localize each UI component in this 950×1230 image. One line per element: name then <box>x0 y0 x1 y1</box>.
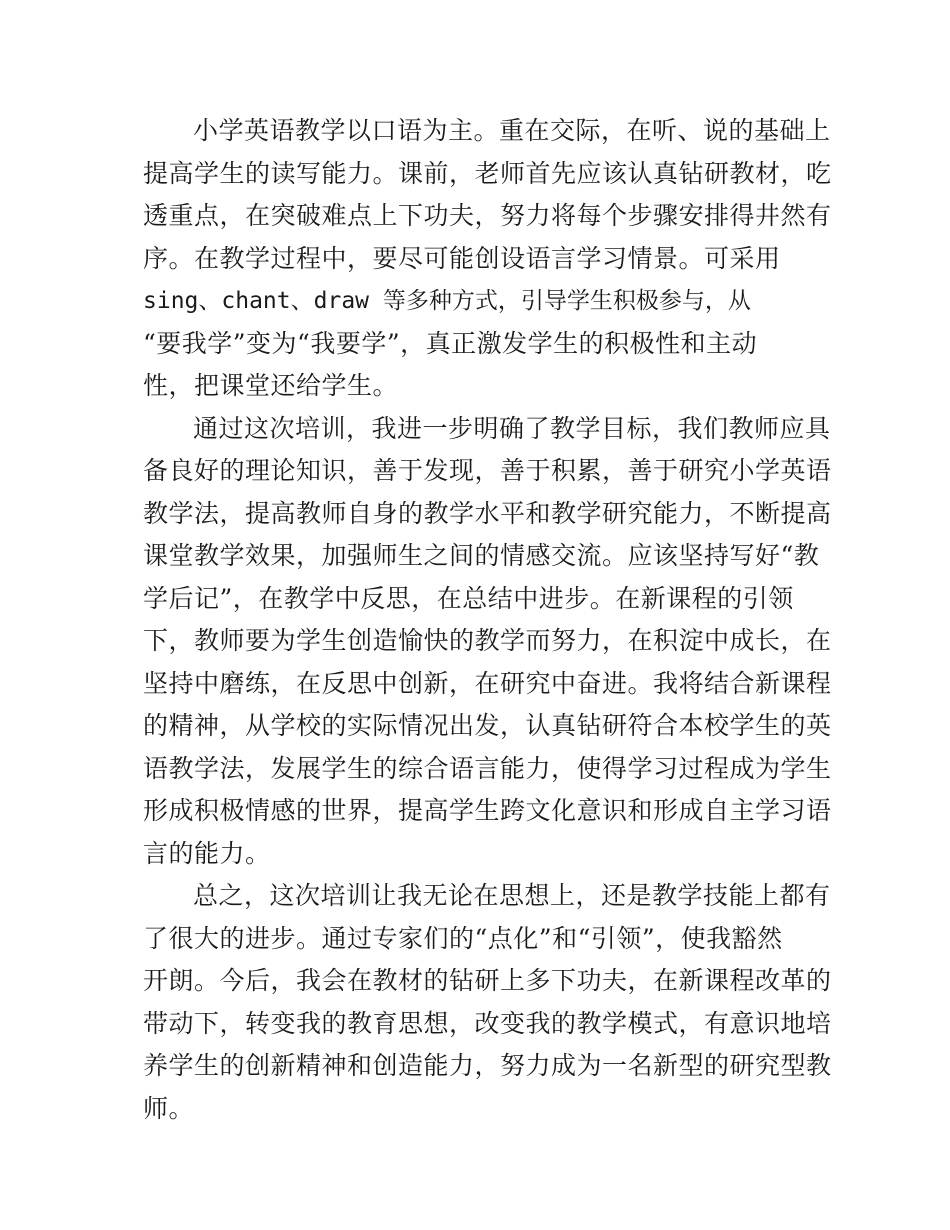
paragraph-line: 坚持中磨练，在反思中创新，在研究中奋进。我将结合新课程 <box>143 668 832 698</box>
paragraph-line: 通过这次培训，我进一步明确了教学目标，我们教师应具 <box>193 413 831 443</box>
paragraph-line: 了很大的进步。通过专家们的“点化”和“引领”，使我豁然 <box>143 923 783 953</box>
paragraph-line: 提高学生的读写能力。课前，老师首先应该认真钻研教材，吃 <box>143 158 832 188</box>
paragraph-1 <box>143 110 832 408</box>
paragraph-line: 课堂教学效果，加强师生之间的情感交流。应该坚持写好“教 <box>143 541 820 570</box>
paragraph-line: “要我学”变为“我要学”，真正激发学生的积极性和主动 <box>143 328 758 358</box>
paragraph-line: 小学英语教学以口语为主。重在交际，在听、说的基础上 <box>193 116 831 145</box>
paragraph-line: 言的能力。 <box>143 838 271 868</box>
paragraph-line: 形成积极情感的世界，提高学生跨文化意识和形成自主学习语 <box>143 796 832 825</box>
paragraph-line: 下，教师要为学生创造愉快的教学而努力，在积淀中成长，在 <box>143 626 832 655</box>
paragraph-line: 语教学法，发展学生的综合语言能力，使得学习过程成为学生 <box>143 753 832 783</box>
paragraph-line: 性，把课堂还给学生。 <box>143 371 399 400</box>
paragraph-2 <box>143 408 832 876</box>
paragraph-line: 开朗。今后，我会在教材的钻研上多下功夫，在新课程改革的 <box>143 966 832 995</box>
paragraph-line: 透重点，在突破难点上下功夫，努力将每个步骤安排得井然有 <box>143 201 832 230</box>
document-body <box>143 110 832 1130</box>
paragraph-line: sing、chant、draw 等多种方式，引导学生积极参与，从 <box>143 288 751 314</box>
paragraph-line: 师。 <box>143 1093 195 1123</box>
paragraph-line: 总之，这次培训让我无论在思想上，还是教学技能上都有 <box>193 881 831 910</box>
paragraph-line: 序。在教学过程中，要尽可能创设语言学习情景。可采用 <box>143 243 781 273</box>
paragraph-line: 养学生的创新精神和创造能力，努力成为一名新型的研究型教 <box>143 1051 832 1080</box>
paragraph-line: 教学法，提高教师自身的教学水平和教学研究能力，不断提高 <box>143 498 832 528</box>
paragraph-line: 的精神，从学校的实际情况出发，认真钻研符合本校学生的英 <box>143 711 832 740</box>
paragraph-line: 学后记”，在教学中反思，在总结中进步。在新课程的引领 <box>143 583 794 613</box>
paragraph-line: 备良好的理论知识，善于发现，善于积累，善于研究小学英语 <box>143 456 832 485</box>
paragraph-3 <box>143 875 832 1130</box>
paragraph-line: 带动下，转变我的教育思想，改变我的教学模式，有意识地培 <box>143 1008 832 1038</box>
